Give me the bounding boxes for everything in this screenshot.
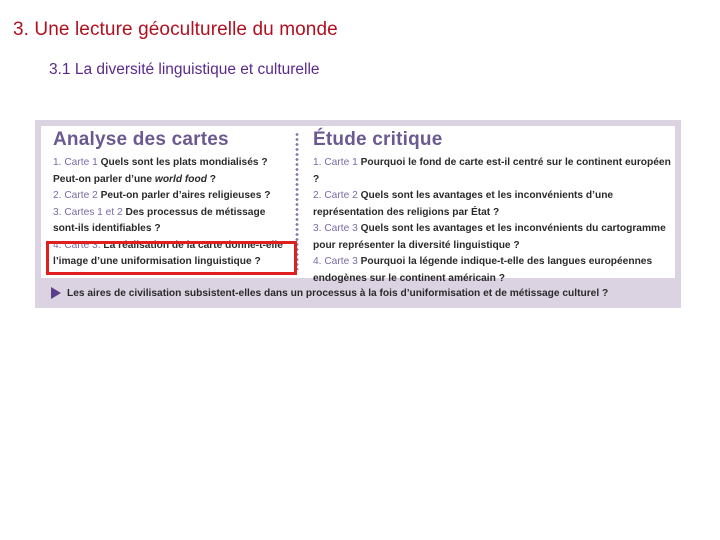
etude-question-3 [313,221,678,254]
activities-panel [35,120,681,308]
question-text-cont: Peut-on parler d’une [53,173,155,185]
question-text-cont: représentation des religions par État ? [313,206,500,218]
question-ref: 1. Carte 1 [53,157,98,168]
question-text: Pourquoi la légende indique-t-elle des langues européennes [360,256,653,267]
question-text-cont: sont-ils identifiables ? [53,223,161,234]
question-text: Pourquoi le fond de carte est-il centré sur le continent européen ? [313,157,671,185]
analyse-question-3 [53,205,291,238]
question-text-cont: endogènes sur le continent américain ? [313,272,505,284]
question-ref: 3. Cartes 1 et 2 [53,206,123,218]
analyse-question-2 [53,188,291,205]
question-ref: 2. Carte 2 [53,190,98,201]
question-text-end: ? [206,173,217,185]
slide-subtitle: 3.1 La diversité linguistique et culturelle [49,61,320,78]
play-arrow-icon [51,287,61,299]
slide-title: 3. Une lecture géoculturelle du monde [13,19,338,40]
question-ref: 4. Carte 3 [313,256,358,267]
highlight-box [46,241,297,275]
synthesis-bar [41,284,675,302]
question-text: Peut-on parler d’aires religieuses ? [100,190,271,201]
question-ref: 4. Carte 3. [53,239,101,251]
etude-heading: Étude critique [313,129,443,150]
analyse-heading: Analyse des cartes [53,129,229,150]
question-ref: 2. Carte 2 [313,190,358,201]
panel-content [41,126,675,284]
question-text: La réalisation de la carte donne-t-elle [103,239,283,251]
question-ref: 1. Carte 1 [313,157,358,168]
question-ref: 3. Carte 3 [313,223,358,234]
analyse-question-1 [53,155,291,188]
etude-question-4 [313,254,678,287]
question-text: Quels sont les avantages et les inconvénients du cartogramme [360,223,666,234]
etude-question-2 [313,188,678,221]
question-text: Quels sont les avantages et les inconvénients d’une [360,190,614,201]
synthesis-question: Les aires de civilisation subsistent-elles dans un processus à la fois d’uniformisation et de métissage culturel ? [67,287,609,299]
question-text-italic: world food [154,173,207,185]
question-text-cont: l’image d’une uniformisation linguistique ? [53,256,261,267]
question-text-cont: pour représenter la diversité linguistique ? [313,239,520,251]
question-text: Quels sont les plats mondialisés ? [100,157,268,168]
question-text: Des processus de métissage [125,206,266,218]
etude-question-1 [313,155,678,188]
etude-column [313,126,678,287]
